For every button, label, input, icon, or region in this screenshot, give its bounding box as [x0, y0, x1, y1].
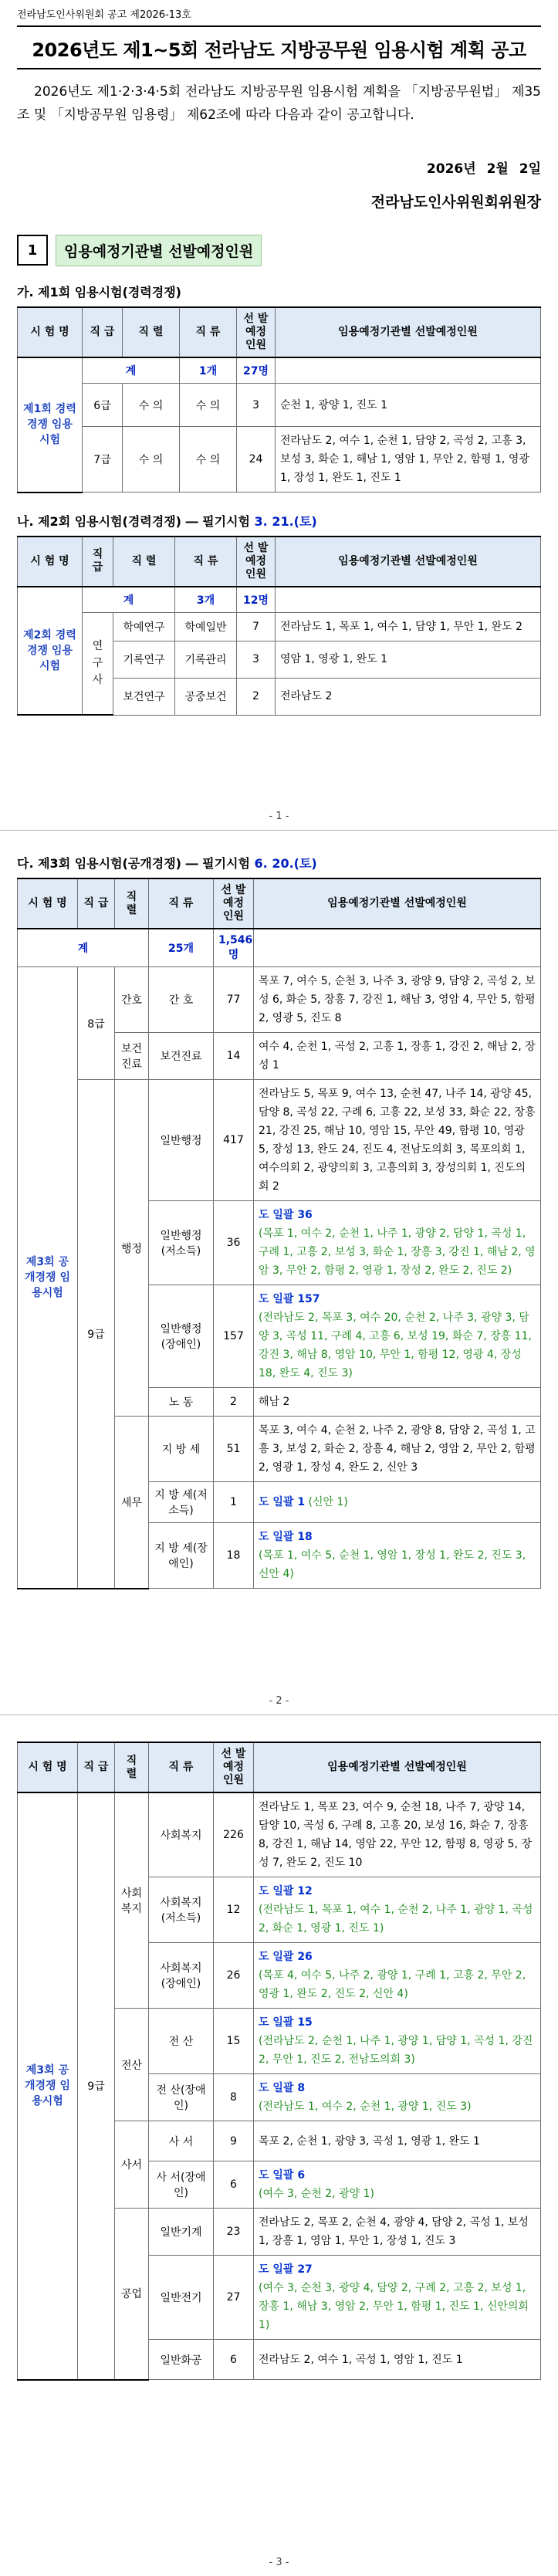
- agency-bulk-label: 도 일괄 8: [259, 2082, 306, 2094]
- cell-series: 공업: [115, 2209, 149, 2380]
- col-series: 직 렬: [115, 1742, 149, 1792]
- cell-count: 27: [214, 2256, 254, 2340]
- cell-count: 14: [214, 1033, 254, 1080]
- page-number: - 1 -: [269, 811, 289, 822]
- agency-bulk-label: 도 일괄 27: [259, 2263, 313, 2276]
- cell-series: 수 의: [123, 427, 180, 493]
- cell-class: 일반기계: [149, 2209, 214, 2256]
- col-count: 선 발 예정인원: [237, 307, 276, 357]
- cell-class: 일반화공: [149, 2340, 214, 2380]
- cell-class: 사회복지(장애인): [149, 1943, 214, 2009]
- cell-agency: 전라남도 1, 목포 23, 여수 9, 순천 18, 나주 7, 광양 14, 담양 10, 곡성 6, 구례 8, 고흥 20, 보성 16, 화순 7, 장흥 8, 강진 1, 해남 14, 영암 22, 무안 12, 함평 8, 영광 5, 장성 7, 완도 2, 진도 10: [254, 1792, 541, 1877]
- page-2: [0, 831, 558, 1715]
- cell-count: 2: [214, 1388, 254, 1417]
- agency-breakdown: (여수 3, 순천 2, 광양 1): [259, 2188, 374, 2200]
- cell-agency: 전라남도 1, 목포 1, 여수 1, 담양 1, 무안 1, 완도 2: [276, 612, 541, 641]
- cell-class: 학예일반: [175, 612, 237, 641]
- cell-grade: 9급: [78, 1792, 115, 2380]
- cell-class: 지 방 세: [149, 1417, 214, 1482]
- exam-name: 제2회 경력경쟁 임용시험: [18, 587, 83, 716]
- col-class: 직 류: [180, 307, 237, 357]
- col-exam: 시 험 명: [18, 1742, 78, 1792]
- col-exam: 시 험 명: [18, 537, 83, 587]
- agency-bulk-label: 도 일괄 36: [259, 1209, 313, 1221]
- table-header-row: [18, 1742, 541, 1792]
- subheading-exam-3: [17, 831, 541, 872]
- exam-name: 제3회 공개경쟁 임용시험: [18, 967, 78, 1589]
- total-agency: [254, 929, 541, 967]
- cell-class: 보건진료: [149, 1033, 214, 1080]
- cell-count: 7: [237, 612, 276, 641]
- table-header-row: [18, 537, 541, 587]
- cell-series: 기록연구: [113, 641, 175, 678]
- agency-bulk-label: 도 일괄 12: [259, 1885, 313, 1897]
- col-exam: 시 험 명: [18, 878, 78, 929]
- cell-agency: 전라남도 2, 목포 2, 순천 4, 광양 4, 담양 2, 곡성 1, 보성 1, 장흥 1, 영암 1, 무안 1, 장성 1, 진도 3: [254, 2209, 541, 2256]
- cell-agency: 전라남도 2, 여수 1, 곡성 1, 영암 1, 진도 1: [254, 2340, 541, 2380]
- table-header-row: [18, 307, 541, 357]
- agency-breakdown: (신안 1): [308, 1496, 348, 1508]
- total-agency: [276, 587, 541, 613]
- cell-class: 기록관리: [175, 641, 237, 678]
- subheading-exam-2: [17, 512, 541, 530]
- exam-name: 제1회 경력경쟁 임용시험: [18, 357, 83, 493]
- table-row-total: [18, 587, 541, 613]
- total-class: 1개: [180, 357, 237, 384]
- agency-bulk-label: 도 일괄 15: [259, 2016, 313, 2029]
- col-grade: 직 급: [78, 1742, 115, 1792]
- agency-bulk-label: 도 일괄 1: [259, 1496, 306, 1508]
- cell-agency: 해남 2: [254, 1388, 541, 1417]
- table-header-row: [18, 878, 541, 929]
- subheading-text: 가. 제1회 임용시험(경력경쟁): [17, 285, 181, 300]
- agency-bulk-label: 도 일괄 6: [259, 2169, 306, 2182]
- agency-bulk-label: 도 일괄 26: [259, 1951, 313, 1963]
- table-row: [18, 967, 541, 1033]
- page-top-margin: [17, 1715, 541, 1742]
- cell-class: 사회복지: [149, 1792, 214, 1877]
- cell-class: 사회복지(저소득): [149, 1877, 214, 1943]
- cell-class: 일반행정(장애인): [149, 1285, 214, 1388]
- page-number: - 2 -: [269, 1695, 289, 1707]
- table-row: [18, 1792, 541, 1877]
- cell-count: 3: [237, 641, 276, 678]
- page-1: [0, 0, 558, 830]
- col-agency: 임용예정기관별 선발예정인원: [276, 307, 541, 357]
- cell-agency: [254, 1523, 541, 1589]
- notice-date: 2026년 2월 2일: [426, 161, 541, 177]
- col-count: 선 발 예정인원: [214, 878, 254, 929]
- table-row: [18, 427, 541, 493]
- cell-agency: 순천 1, 광양 1, 진도 1: [276, 384, 541, 427]
- cell-count: 77: [214, 967, 254, 1033]
- table-exam-3-continued: [17, 1742, 541, 2381]
- col-class: 직 류: [175, 537, 237, 587]
- subheading-text: 나. 제2회 임용시험(경력경쟁) ― 필기시험: [17, 513, 255, 529]
- cell-grade: 7급: [83, 427, 123, 493]
- cell-count: 8: [214, 2074, 254, 2121]
- agency-bulk-label: 도 일괄 18: [259, 1531, 313, 1543]
- cell-count: 15: [214, 2009, 254, 2074]
- notice-number: 전라남도인사위원회 공고 제2026-13호: [17, 9, 191, 21]
- col-class: 직 류: [149, 1742, 214, 1792]
- cell-count: 417: [214, 1080, 254, 1201]
- table-exam-1: [17, 306, 541, 493]
- cell-series: 행정: [115, 1080, 149, 1417]
- cell-agency: 목포 7, 여수 5, 순천 3, 나주 3, 광양 9, 담양 2, 곡성 2, 보성 6, 화순 5, 장흥 7, 강진 1, 해남 3, 영암 4, 무안 5, 함평 2, 영광 5, 진도 8: [254, 967, 541, 1033]
- cell-class: 일반행정(저소득): [149, 1201, 214, 1285]
- col-series: 직 렬: [115, 878, 149, 929]
- cell-class: 수 의: [180, 427, 237, 493]
- total-count: 27명: [237, 357, 276, 384]
- cell-count: 2: [237, 678, 276, 715]
- cell-class: 지 방 세(저소득): [149, 1482, 214, 1523]
- cell-count: 226: [214, 1792, 254, 1877]
- cell-agency: 전라남도 2: [276, 678, 541, 715]
- subheading-exam-1: [17, 283, 541, 300]
- cell-agency: 목포 3, 여수 4, 순천 2, 나주 2, 광양 8, 담양 2, 곡성 1, 고흥 3, 보성 2, 화순 2, 장흥 4, 해남 2, 영암 2, 무안 2, 함평 2, 영광 1, 장성 4, 완도 2, 신안 3: [254, 1417, 541, 1482]
- page-title: 2026년도 제1~5회 전라남도 지방공무원 임용시험 계획 공고: [17, 25, 541, 69]
- total-count: 12명: [237, 587, 276, 613]
- cell-series: 사회복지: [115, 1792, 149, 2009]
- cell-series: 간호: [115, 967, 149, 1033]
- total-class: 3개: [175, 587, 237, 613]
- total-class: 25개: [149, 929, 214, 967]
- cell-series: 세무: [115, 1417, 149, 1589]
- cell-class: 전 산: [149, 2009, 214, 2074]
- cell-count: 36: [214, 1201, 254, 1285]
- col-exam: 시 험 명: [18, 307, 83, 357]
- cell-agency: [254, 2009, 541, 2074]
- agency-breakdown: (전라남도 1, 목포 1, 여수 1, 순천 2, 나주 1, 광양 1, 곡성 2, 화순 1, 영광 1, 진도 1): [259, 1904, 533, 1935]
- cell-count: 6: [214, 2340, 254, 2380]
- cell-count: 23: [214, 2209, 254, 2256]
- cell-agency: 목포 2, 순천 1, 광양 3, 곡성 1, 영광 1, 완도 1: [254, 2121, 541, 2161]
- agency-breakdown: (목포 1, 여수 2, 순천 1, 나주 1, 광양 2, 담양 1, 곡성 1, 구례 1, 고흥 2, 보성 3, 화순 1, 장흥 3, 강진 1, 해남 2, 영암 3, 무안 2, 함평 2, 영광 1, 장성 2, 완도 2, 진도 2): [259, 1227, 536, 1277]
- cell-agency: 영암 1, 영광 1, 완도 1: [276, 641, 541, 678]
- page-number: - 3 -: [269, 2557, 289, 2568]
- cell-count: 6: [214, 2161, 254, 2209]
- cell-count: 51: [214, 1417, 254, 1482]
- cell-agency: [254, 1201, 541, 1285]
- cell-agency: [254, 2256, 541, 2340]
- agency-breakdown: (목포 4, 여수 5, 나주 2, 광양 1, 구례 1, 고흥 2, 무안 2, 영광 1, 완도 2, 진도 2, 신안 4): [259, 1969, 526, 2000]
- col-grade: 직 급: [78, 878, 115, 929]
- table-row-total: [18, 357, 541, 384]
- cell-agency: [254, 2161, 541, 2209]
- cell-series: 전산: [115, 2009, 149, 2121]
- cell-count: 157: [214, 1285, 254, 1388]
- col-agency: 임용예정기관별 선발예정인원: [254, 878, 541, 929]
- cell-class: 전 산(장애인): [149, 2074, 214, 2121]
- col-grade: 직 급: [83, 537, 113, 587]
- cell-count: 26: [214, 1943, 254, 2009]
- page-3: [0, 1715, 558, 2576]
- cell-count: 12: [214, 1877, 254, 1943]
- cell-grade: 8급: [78, 967, 115, 1080]
- cell-agency: 전라남도 5, 목포 9, 여수 13, 순천 47, 나주 14, 광양 45, 담양 8, 곡성 22, 구례 6, 고흥 22, 보성 33, 화순 22, 장흥 21, 강진 25, 해남 10, 영암 15, 무안 49, 함평 10, 영광 5, 장성 13, 완도 24, 진도 4, 전남도의회 3, 목포의회 1, 여수의회 2, 광양의회 3, 고흥의회 3, 장성의회 1, 진도의회 2: [254, 1080, 541, 1201]
- col-agency: 임용예정기관별 선발예정인원: [254, 1742, 541, 1792]
- subheading-date: 3. 21.(토): [254, 513, 317, 529]
- section-title: 임용예정기관별 선발예정인원: [56, 235, 262, 266]
- cell-agency: 전라남도 2, 여수 1, 순천 1, 담양 2, 곡성 2, 고흥 3, 보성 3, 화순 1, 해남 1, 영암 1, 무안 2, 함평 1, 영광 1, 장성 1, 완도 1, 진도 1: [276, 427, 541, 493]
- total-label: 계: [83, 357, 180, 384]
- cell-agency: [254, 1877, 541, 1943]
- cell-count: 1: [214, 1482, 254, 1523]
- cell-grade: 연 구 사: [83, 612, 113, 715]
- total-label: 계: [18, 929, 149, 967]
- col-series: 직 렬: [113, 537, 175, 587]
- cell-count: 3: [237, 384, 276, 427]
- table-row: [18, 384, 541, 427]
- cell-class: 간 호: [149, 967, 214, 1033]
- cell-agency: [254, 1943, 541, 2009]
- subheading-text: 다. 제3회 임용시험(공개경쟁) ― 필기시험: [17, 856, 255, 871]
- cell-grade: 9급: [78, 1080, 115, 1589]
- cell-series: 사서: [115, 2121, 149, 2209]
- cell-agency: [254, 1285, 541, 1388]
- cell-class: 일반행정: [149, 1080, 214, 1201]
- cell-series: 학예연구: [113, 612, 175, 641]
- intro-paragraph: 2026년도 제1·2·3·4·5회 전라남도 지방공무원 임용시험 계획을 「지방공무원법」 제35조 및 「지방공무원 임용령」 제62조에 따라 다음과 같이 공고합니다.: [17, 84, 541, 123]
- total-agency: [276, 357, 541, 384]
- cell-count: 9: [214, 2121, 254, 2161]
- total-count: 1,546명: [214, 929, 254, 967]
- col-agency: 임용예정기관별 선발예정인원: [276, 537, 541, 587]
- agency-breakdown: (목포 1, 여수 5, 순천 1, 영암 1, 장성 1, 완도 2, 진도 3, 신안 4): [259, 1549, 526, 1580]
- cell-agency: [254, 1482, 541, 1523]
- cell-count: 18: [214, 1523, 254, 1589]
- exam-name: 제3회 공개경쟁 임용시험: [18, 1792, 78, 2380]
- cell-class: 일반전기: [149, 2256, 214, 2340]
- cell-count: 24: [237, 427, 276, 493]
- cell-series: 수 의: [123, 384, 180, 427]
- cell-class: 사 서(장애인): [149, 2161, 214, 2209]
- agency-breakdown: (여수 3, 순천 3, 광양 4, 담양 2, 구례 2, 고흥 2, 보성 1, 장흥 1, 해남 3, 영암 2, 무안 1, 함평 1, 진도 1, 신안의회 1): [259, 2282, 529, 2331]
- agency-breakdown: (전라남도 1, 여수 2, 순천 1, 광양 1, 진도 3): [259, 2100, 472, 2113]
- cell-agency: 여수 4, 순천 1, 곡성 2, 고흥 1, 장흥 1, 강진 2, 해남 2, 장성 1: [254, 1033, 541, 1080]
- table-row-total: [18, 929, 541, 967]
- cell-class: 공중보건: [175, 678, 237, 715]
- col-series: 직 렬: [123, 307, 180, 357]
- table-exam-2: [17, 536, 541, 716]
- issuing-organization: 전라남도인사위원회위원장: [370, 194, 541, 211]
- table-row: [18, 612, 541, 641]
- table-exam-3: [17, 878, 541, 1589]
- cell-agency: [254, 2074, 541, 2121]
- col-grade: 직 급: [83, 307, 123, 357]
- agency-breakdown: (전라남도 2, 목포 3, 여수 20, 순천 2, 나주 3, 광양 3, 담양 3, 곡성 11, 구례 4, 고흥 6, 보성 19, 화순 7, 장흥 11, 강진 3, 해남 8, 영암 10, 무안 1, 함평 12, 영광 4, 장성 18, 완도 4, 진도 3): [259, 1312, 532, 1379]
- col-class: 직 류: [149, 878, 214, 929]
- cell-series: 보건진료: [115, 1033, 149, 1080]
- section-heading: [17, 233, 541, 267]
- cell-class: 사 서: [149, 2121, 214, 2161]
- cell-class: 노 동: [149, 1388, 214, 1417]
- cell-class: 수 의: [180, 384, 237, 427]
- section-number: 1: [17, 235, 48, 266]
- subheading-date: 6. 20.(토): [254, 856, 317, 871]
- cell-class: 지 방 세(장애인): [149, 1523, 214, 1589]
- total-label: 계: [83, 587, 175, 613]
- agency-bulk-label: 도 일괄 157: [259, 1293, 320, 1305]
- col-count: 선 발 예정인원: [214, 1742, 254, 1792]
- cell-grade: 6급: [83, 384, 123, 427]
- agency-breakdown: (전라남도 2, 순천 1, 나주 1, 광양 1, 담양 1, 곡성 1, 강진 2, 무안 1, 진도 2, 전남도의회 3): [259, 2035, 533, 2066]
- cell-series: 보건연구: [113, 678, 175, 715]
- table-row: [18, 1080, 541, 1201]
- col-count: 선 발 예정인원: [237, 537, 276, 587]
